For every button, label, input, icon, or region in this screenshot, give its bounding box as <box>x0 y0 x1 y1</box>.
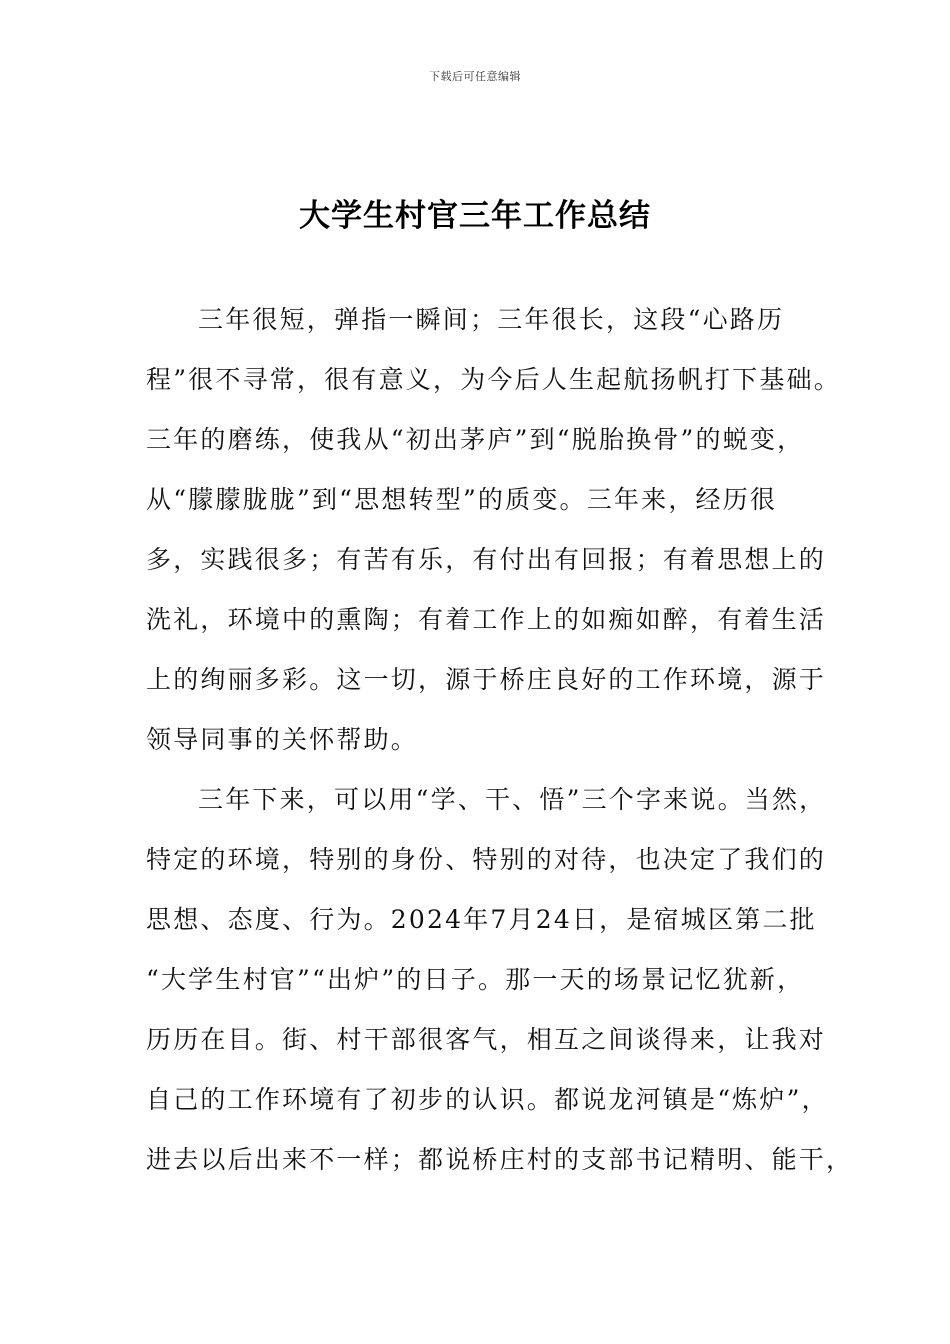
text-line: 自己的工作环境有了初步的认识。都说龙河镇是“炼炉”， <box>146 1085 829 1114</box>
text-line: 三年下来，可以用“学、干、悟”三个字来说。当然， <box>198 785 827 814</box>
body-text <box>146 290 854 1190</box>
text-line: 上的绚丽多彩。这一切，源于桥庄良好的工作环境，源于 <box>146 665 827 694</box>
text-line: 思想、态度、行为。2024年7月24日，是宿城区第二批 <box>146 905 817 934</box>
text-line: 从“朦朦胧胧”到“思想转型”的质变。三年来，经历很 <box>146 485 778 514</box>
text-line: 领导同事的关怀帮助。 <box>146 725 419 754</box>
text-line: 历历在目。街、村干部很客气，相互之间谈得来，让我对 <box>146 1025 827 1054</box>
text-line: 程”很不寻常，很有意义，为今后人生起航扬帆打下基础。 <box>146 365 841 394</box>
text-line: 三年的磨练，使我从“初出茅庐”到“脱胎换骨”的蜕变， <box>146 425 805 454</box>
header-note: 下载后可任意编辑 <box>429 70 521 83</box>
document-title: 大学生村官三年工作总结 <box>299 198 651 234</box>
text-line: 特定的环境，特别的身份、特别的对待，也决定了我们的 <box>146 845 827 874</box>
text-line: 进去以后出来不一样；都说桥庄村的支部书记精明、能干， <box>146 1145 854 1174</box>
text-line: “大学生村官”“出炉”的日子。那一天的场景记忆犹新， <box>146 965 805 994</box>
text-line: 多，实践很多；有苦有乐，有付出有回报；有着思想上的 <box>146 545 827 574</box>
text-line: 洗礼，环境中的熏陶；有着工作上的如痴如醉，有着生活 <box>146 605 827 634</box>
text-line: 三年很短，弹指一瞬间；三年很长，这段“心路历 <box>198 305 785 334</box>
